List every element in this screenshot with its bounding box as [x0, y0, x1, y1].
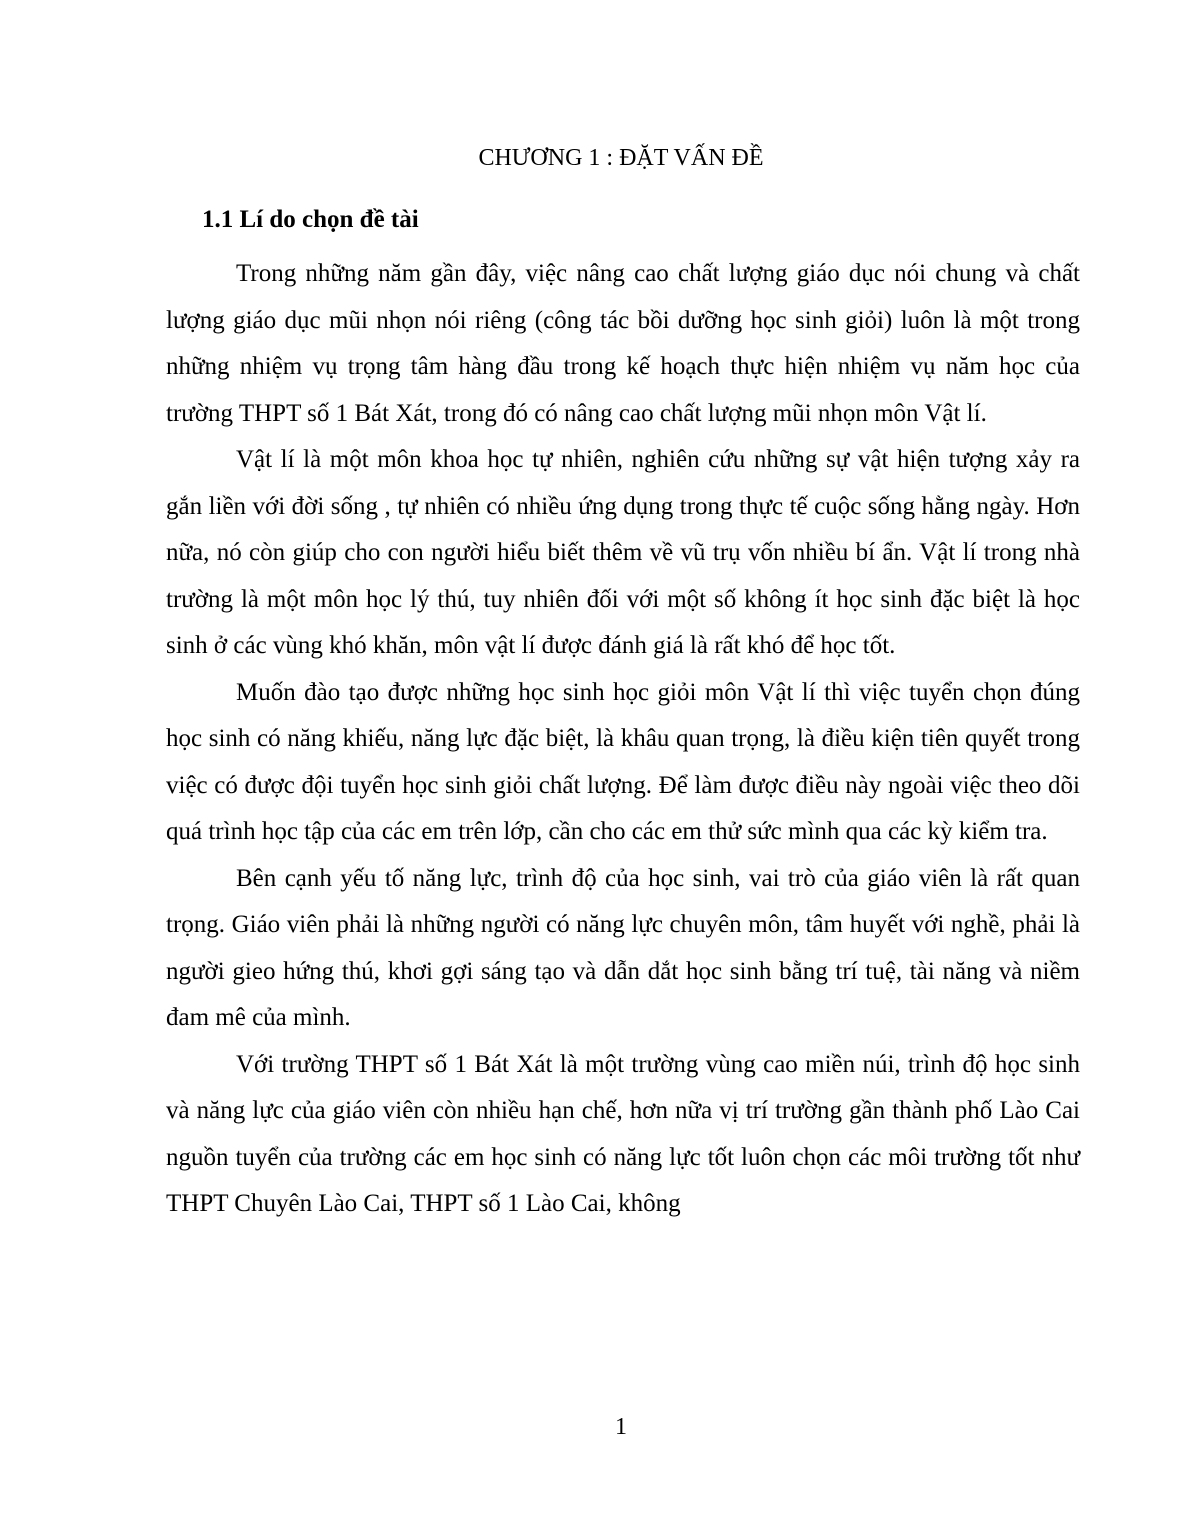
body-text: [166, 251, 1080, 1228]
section-heading: 1.1 Lí do chọn đề tài: [202, 206, 419, 233]
paragraph-1: Trong những năm gần đây, việc nâng cao chất lượng giáo dục nói chung và chất lượng giáo dục mũi nhọn nói riêng (công tác bồi dưỡng học sinh giỏi) luôn là một trong những nhiệm vụ trọng tâm hàng đầu trong kế hoạch thực hiện nhiệm vụ năm học của trường THPT số 1 Bát Xát, trong đó có nâng cao chất lượng mũi nhọn môn Vật lí.: [166, 260, 1080, 427]
page-number: 1: [615, 1414, 627, 1440]
paragraph-4: Bên cạnh yếu tố năng lực, trình độ của học sinh, vai trò của giáo viên là rất quan trọng. Giáo viên phải là những người có năng lực chuyên môn, tâm huyết với nghề, phải là người gieo hứng thú, khơi gợi sáng tạo và dẫn dắt học sinh bằng trí tuệ, tài năng và niềm đam mê của mình.: [166, 864, 1080, 1031]
chapter-title: CHƯƠNG 1 : ĐẶT VẤN ĐỀ: [478, 145, 764, 171]
paragraph-2: Vật lí là một môn khoa học tự nhiên, nghiên cứu những sự vật hiện tượng xảy ra gắn liền với đời sống , tự nhiên có nhiều ứng dụng trong thực tế cuộc sống hằng ngày. Hơn nữa, nó còn giúp cho con người hiểu biết thêm về vũ trụ vốn nhiều bí ẩn. Vật lí trong nhà trường là một môn học lý thú, tuy nhiên đối với một số không ít học sinh đặc biệt là học sinh ở các vùng khó khăn, môn vật lí được đánh giá là rất khó để học tốt.: [166, 446, 1080, 659]
paragraph-3: Muốn đào tạo được những học sinh học giỏi môn Vật lí thì việc tuyển chọn đúng học sinh có năng khiếu, năng lực đặc biệt, là khâu quan trọng, là điều kiện tiên quyết trong việc có được đội tuyển học sinh giỏi chất lượng. Để làm được điều này ngoài việc theo dõi quá trình học tập của các em trên lớp, cần cho các em thử sức mình qua các kỳ kiểm tra.: [166, 678, 1080, 845]
paragraph-5: Với trường THPT số 1 Bát Xát là một trường vùng cao miền núi, trình độ học sinh và năng lực của giáo viên còn nhiều hạn chế, hơn nữa vị trí trường gần thành phố Lào Cai nguồn tuyển của trường các em học sinh có năng lực tốt luôn chọn các môi trường tốt như THPT Chuyên Lào Cai, THPT số 1 Lào Cai, không: [166, 1050, 1080, 1217]
